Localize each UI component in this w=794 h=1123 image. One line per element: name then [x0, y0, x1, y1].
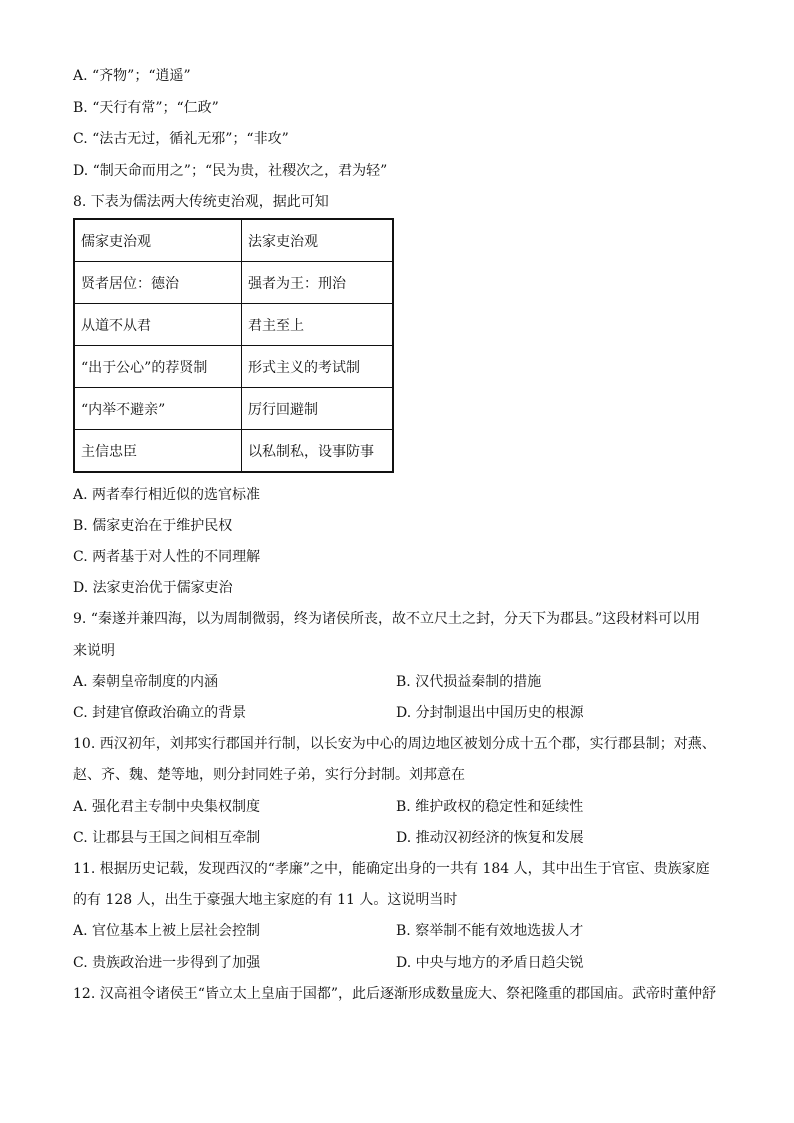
- table-cell: “出于公心”的荐贤制: [74, 346, 242, 388]
- table-row: [74, 262, 393, 304]
- table-header-cell: 儒家吏治观: [74, 219, 242, 262]
- table-row: [74, 388, 393, 430]
- q7-option-a: A. “齐物”；“逍遥”: [73, 68, 191, 84]
- q11-option-b: B. 察举制不能有效地选拔人才: [396, 923, 584, 939]
- table-row: [74, 346, 393, 388]
- q10-option-d: D. 推动汉初经济的恢复和发展: [396, 830, 584, 846]
- q11-stem-line2: 的有 128 人，出生于豪强大地主家庭的有 11 人。这说明当时: [73, 892, 458, 908]
- table-cell: 君主至上: [242, 304, 394, 346]
- q7-option-d: D. “制天命而用之”；“民为贵，社稷次之，君为轻”: [73, 163, 388, 179]
- q9-stem-line2: 来说明: [73, 643, 115, 659]
- q9-option-b: B. 汉代损益秦制的措施: [396, 674, 542, 690]
- q8-option-c: C. 两者基于对人性的不同理解: [73, 549, 261, 565]
- table-header-cell: 法家吏治观: [242, 219, 394, 262]
- table-header-row: [74, 219, 393, 262]
- q9-stem-line1: 9. “秦遂并兼四海，以为周制微弱，终为诸侯所丧，故不立尺土之封，分天下为郡县。”这段材料可以用: [73, 611, 701, 627]
- q11-option-c: C. 贵族政治进一步得到了加强: [73, 955, 261, 971]
- q8-option-b: B. 儒家吏治在于维护民权: [73, 518, 233, 534]
- table-cell: 以私制私，设事防事: [242, 430, 394, 473]
- table-cell: 从道不从君: [74, 304, 242, 346]
- q7-option-b: B. “天行有常”；“仁政”: [73, 100, 219, 116]
- q9-option-d: D. 分封制退出中国历史的根源: [396, 705, 584, 721]
- q9-option-c: C. 封建官僚政治确立的背景: [73, 705, 247, 721]
- q7-option-c: C. “法古无过，循礼无邪”；“非攻”: [73, 131, 289, 147]
- q10-option-b: B. 维护政权的稳定性和延续性: [396, 799, 584, 815]
- table-cell: 形式主义的考试制: [242, 346, 394, 388]
- q10-option-a: A. 强化君主专制中央集权制度: [73, 799, 261, 815]
- q10-stem-line2: 赵、齐、魏、楚等地，则分封同姓子弟，实行分封制。刘邦意在: [73, 767, 465, 783]
- q8-stem: 8. 下表为儒法两大传统吏治观，据此可知: [73, 194, 329, 210]
- q8-table: [73, 218, 394, 473]
- q10-option-c: C. 让郡县与王国之间相互牵制: [73, 830, 261, 846]
- q11-stem-line1: 11. 根据历史记载，发现西汉的“孝廉”之中，能确定出身的一共有 184 人，其中出生于官宦、贵族家庭: [73, 861, 710, 877]
- table-cell: 主信忠臣: [74, 430, 242, 473]
- table-row: [74, 430, 393, 473]
- table-cell: “内举不避亲”: [74, 388, 242, 430]
- q8-option-a: A. 两者奉行相近似的选官标准: [73, 487, 261, 503]
- q10-stem-line1: 10. 西汉初年，刘邦实行郡国并行制，以长安为中心的周边地区被划分成十五个郡，实行郡县制；对燕、: [73, 736, 716, 752]
- table-cell: 厉行回避制: [242, 388, 394, 430]
- table-row: [74, 304, 393, 346]
- table-cell: 贤者居位：德治: [74, 262, 242, 304]
- q8-option-d: D. 法家吏治优于儒家吏治: [73, 580, 233, 596]
- q12-stem-line1: 12. 汉高祖令诸侯王“皆立太上皇庙于国都”，此后逐渐形成数量庞大、祭祀隆重的郡国庙。武帝时董仲舒: [73, 986, 717, 1002]
- q11-option-a: A. 官位基本上被上层社会控制: [73, 923, 261, 939]
- q11-option-d: D. 中央与地方的矛盾日趋尖锐: [396, 955, 584, 971]
- q9-option-a: A. 秦朝皇帝制度的内涵: [73, 674, 219, 690]
- table-cell: 强者为王：刑治: [242, 262, 394, 304]
